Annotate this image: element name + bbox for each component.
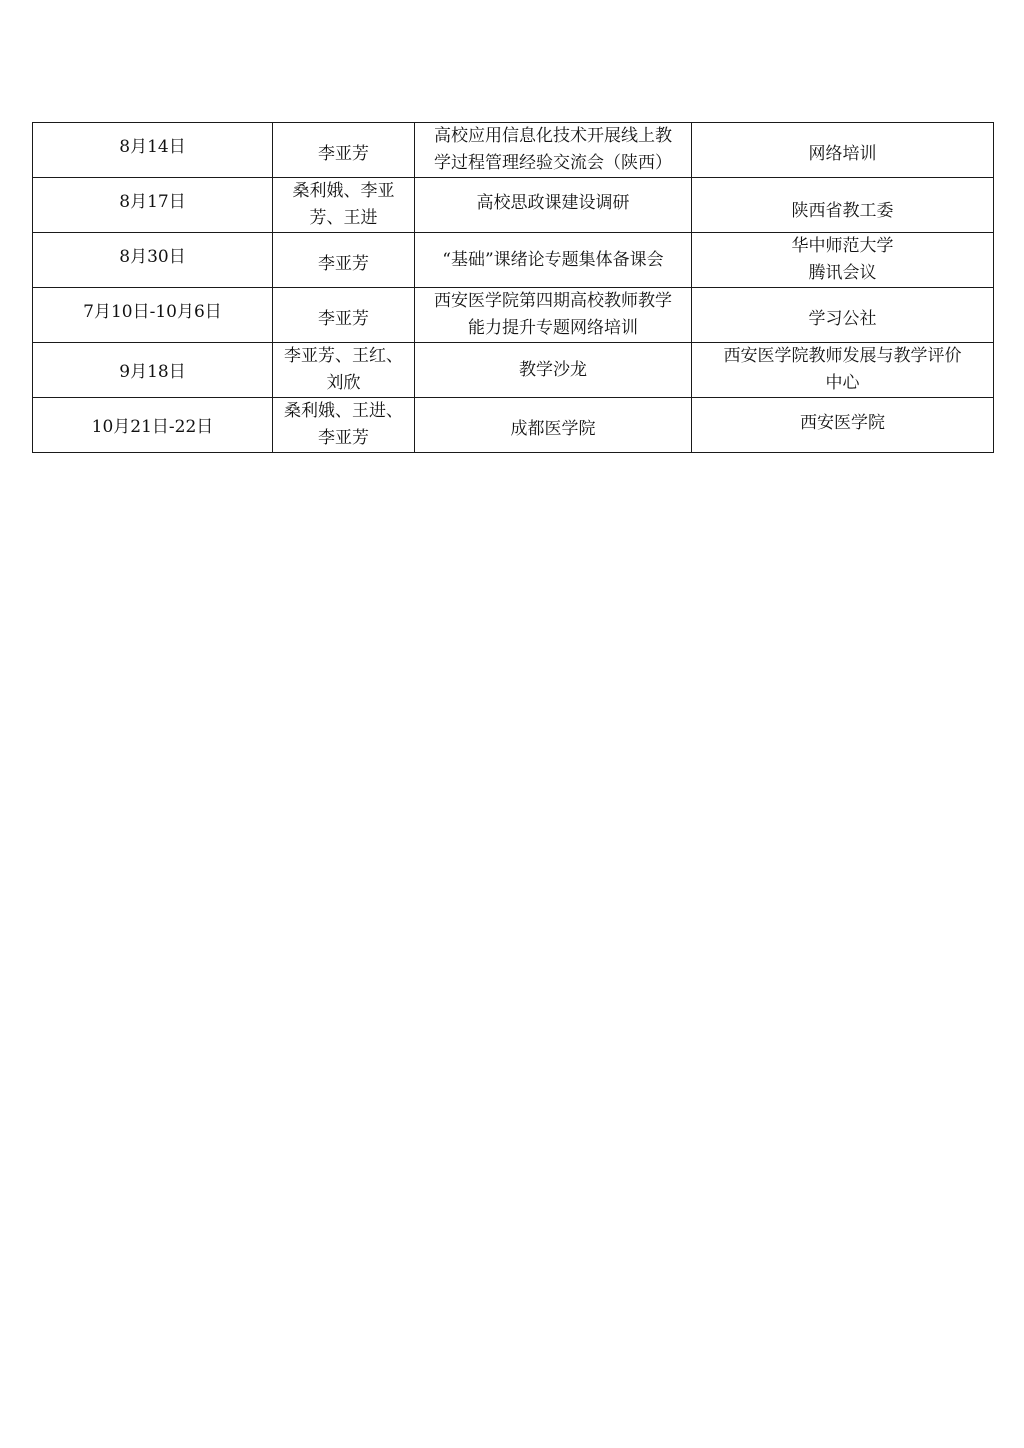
- place-cell: [692, 398, 994, 453]
- table-row: [33, 288, 994, 343]
- date-text: 7月10日-10月6日: [83, 301, 222, 322]
- table-row: [33, 398, 994, 453]
- date-cell: [33, 123, 273, 178]
- date-text: 9月18日: [119, 361, 186, 382]
- place-cell: [692, 178, 994, 233]
- participants-line: 李亚芳: [318, 308, 369, 329]
- date-text: 8月30日: [119, 246, 186, 267]
- activity-schedule-table: [32, 122, 994, 453]
- date-cell: [33, 233, 273, 288]
- place-line: 腾讯会议: [808, 263, 877, 283]
- activity-line: 高校应用信息化技术开展线上教: [434, 126, 672, 146]
- activity-cell: [415, 178, 692, 233]
- table-row: [33, 123, 994, 178]
- participants-line: 刘欣: [326, 373, 361, 393]
- activity-line: 教学沙龙: [519, 359, 587, 380]
- activity-line: 能力提升专题网络培训: [468, 318, 638, 338]
- place-line: 华中师范大学: [791, 236, 894, 256]
- participants-cell: [273, 233, 415, 288]
- participants-cell: [273, 288, 415, 343]
- place-line: 学习公社: [808, 308, 877, 329]
- activity-cell: [415, 123, 692, 178]
- place-cell: [692, 123, 994, 178]
- activity-cell: [415, 398, 692, 453]
- participants-cell: [273, 398, 415, 453]
- date-text: 8月17日: [119, 191, 186, 212]
- activity-cell: [415, 233, 692, 288]
- participants-line: 李亚芳、王红、: [284, 346, 403, 366]
- table-row: [33, 343, 994, 398]
- date-text: 10月21日-22日: [91, 416, 214, 437]
- participants-cell: [273, 123, 415, 178]
- activity-line: “基础”课绪论专题集体备课会: [442, 249, 664, 270]
- date-cell: [33, 343, 273, 398]
- participants-line: 李亚芳: [318, 253, 369, 274]
- participants-line: 芳、王进: [309, 208, 378, 228]
- date-cell: [33, 178, 273, 233]
- activity-line: 成都医学院: [510, 418, 596, 439]
- date-cell: [33, 398, 273, 453]
- participants-line: 桑利娥、李亚: [292, 181, 395, 201]
- activity-line: 西安医学院第四期高校教师教学: [434, 291, 672, 311]
- activity-cell: [415, 288, 692, 343]
- table-row: [33, 178, 994, 233]
- place-line: 陕西省教工委: [791, 200, 894, 221]
- date-cell: [33, 288, 273, 343]
- place-cell: [692, 343, 994, 398]
- place-cell: [692, 288, 994, 343]
- place-line: 网络培训: [808, 143, 877, 164]
- date-text: 8月14日: [119, 136, 186, 157]
- place-line: 西安医学院教师发展与教学评价: [723, 346, 962, 366]
- participants-line: 李亚芳: [318, 143, 369, 164]
- table-row: [33, 233, 994, 288]
- place-line: 中心: [825, 373, 860, 393]
- participants-cell: [273, 343, 415, 398]
- activity-cell: [415, 343, 692, 398]
- participants-line: 桑利娥、王进、: [284, 401, 403, 421]
- place-cell: [692, 233, 994, 288]
- activity-line: 高校思政课建设调研: [476, 192, 630, 213]
- activity-line: 学过程管理经验交流会（陕西）: [434, 153, 672, 173]
- participants-line: 李亚芳: [318, 428, 369, 448]
- participants-cell: [273, 178, 415, 233]
- place-line: 西安医学院: [800, 412, 885, 433]
